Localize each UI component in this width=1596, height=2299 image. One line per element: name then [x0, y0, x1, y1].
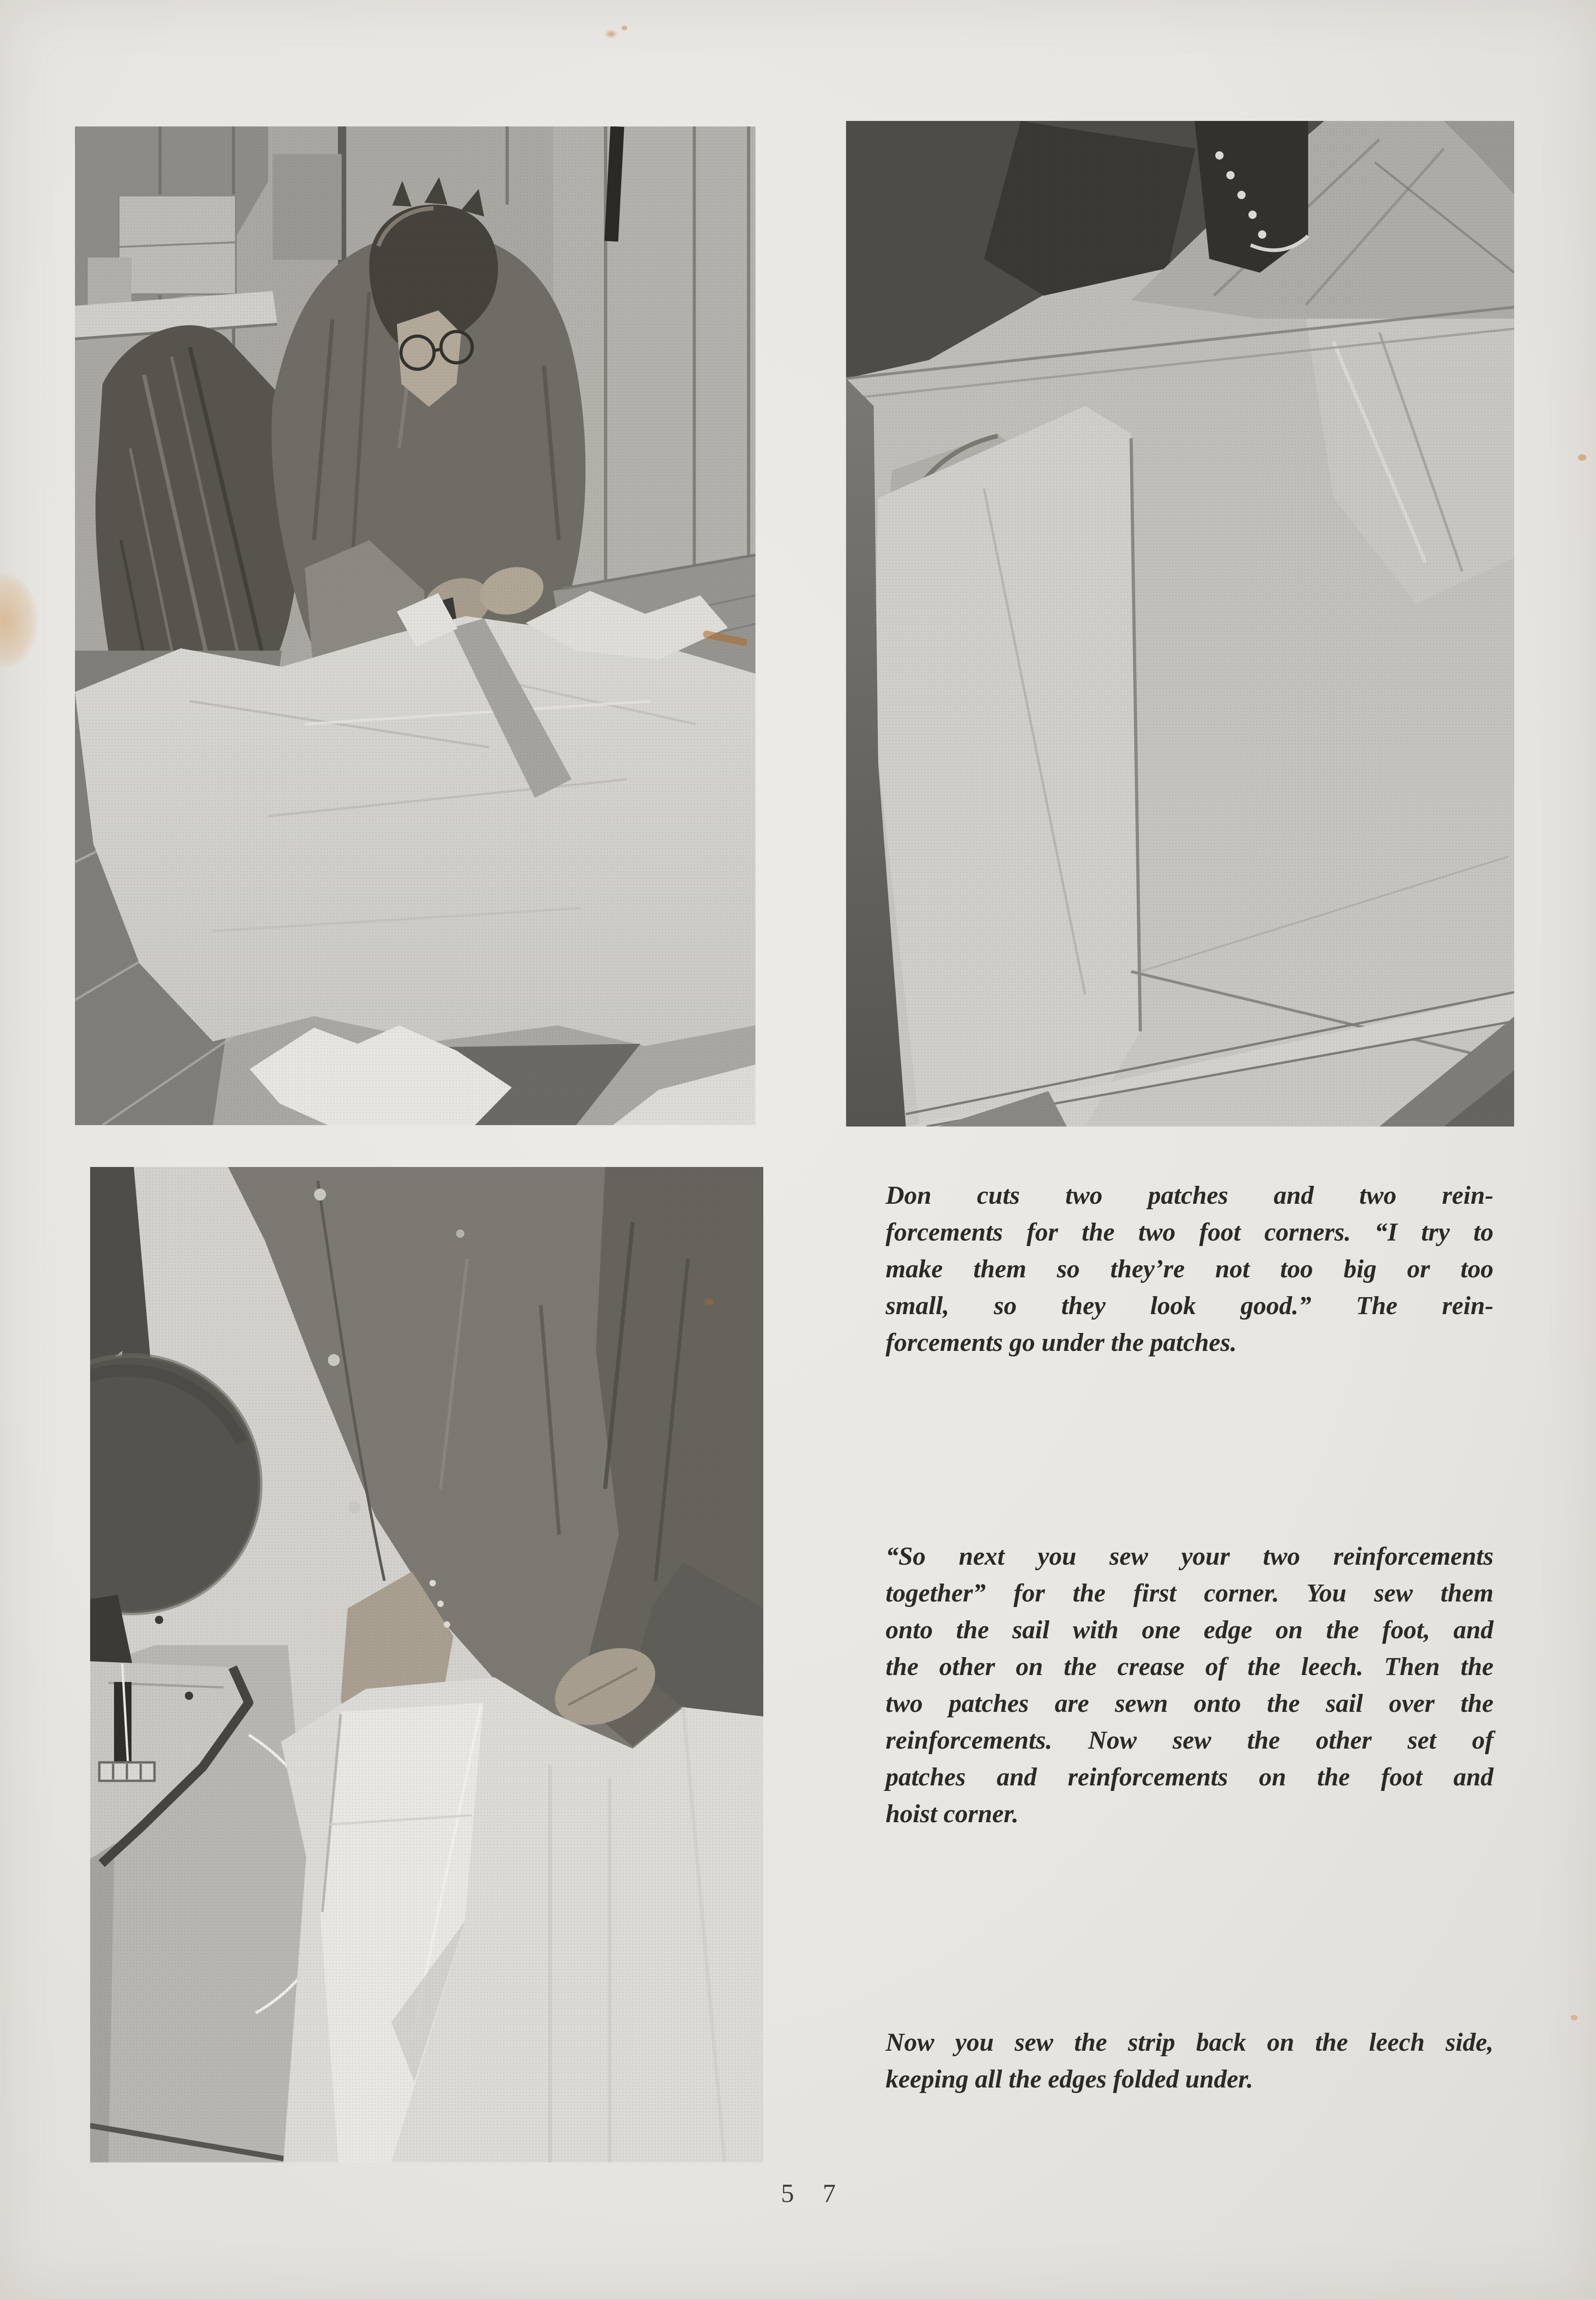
text-line: reinforcements. Now sew the other set of — [886, 1726, 1493, 1755]
photo-illustration — [75, 126, 755, 1125]
photo-illustration — [90, 1167, 763, 2162]
photo-illustration — [846, 121, 1514, 1127]
page-number: 5 7 — [781, 2179, 847, 2208]
text-line: keeping all the edges folded under. — [886, 2065, 1253, 2093]
stain-top-small — [622, 26, 627, 30]
halftone-overlay — [846, 121, 1514, 1127]
text-line: forcements go under the patches. — [886, 1328, 1237, 1357]
text-line: onto the sail with one edge on the foot, and — [886, 1616, 1493, 1644]
stain-left-edge — [0, 574, 38, 668]
text-line: small, so they look good.” The rein- — [886, 1292, 1493, 1320]
text-line: Now you sew the strip back on the leech side, — [886, 2028, 1493, 2057]
text-line: Don cuts two patches and two rein- — [886, 1181, 1493, 1210]
text-line: patches and reinforcements on the foot and — [886, 1763, 1493, 1791]
photo-sail-corner-on-table — [846, 121, 1514, 1127]
stain-right-edge — [1578, 454, 1586, 461]
stain-top — [605, 29, 618, 39]
text-line: hoist corner. — [886, 1800, 1019, 1828]
photo-don-cutting-patches — [75, 126, 755, 1125]
text-line: together” for the first corner. You sew them — [886, 1579, 1493, 1607]
halftone-overlay — [75, 126, 755, 1125]
caption-cutting-patches — [886, 1177, 1493, 1361]
text-line: the other on the crease of the leech. Then the — [886, 1653, 1493, 1681]
text-line: two patches are sewn onto the sail over the — [886, 1689, 1493, 1718]
text-line: forcements for the two foot corners. “I try to — [886, 1218, 1493, 1247]
text-line: “So next you sew your two reinforcements — [886, 1542, 1493, 1571]
stain-right-edge-low — [1571, 2015, 1578, 2020]
halftone-overlay — [90, 1167, 763, 2162]
caption-sew-strip-back — [886, 2024, 1493, 2098]
text-line: make them so they’re not too big or too — [886, 1255, 1493, 1283]
caption-sewing-reinforcements — [886, 1538, 1493, 1832]
photo-sewing-reinforcements — [90, 1167, 763, 2162]
